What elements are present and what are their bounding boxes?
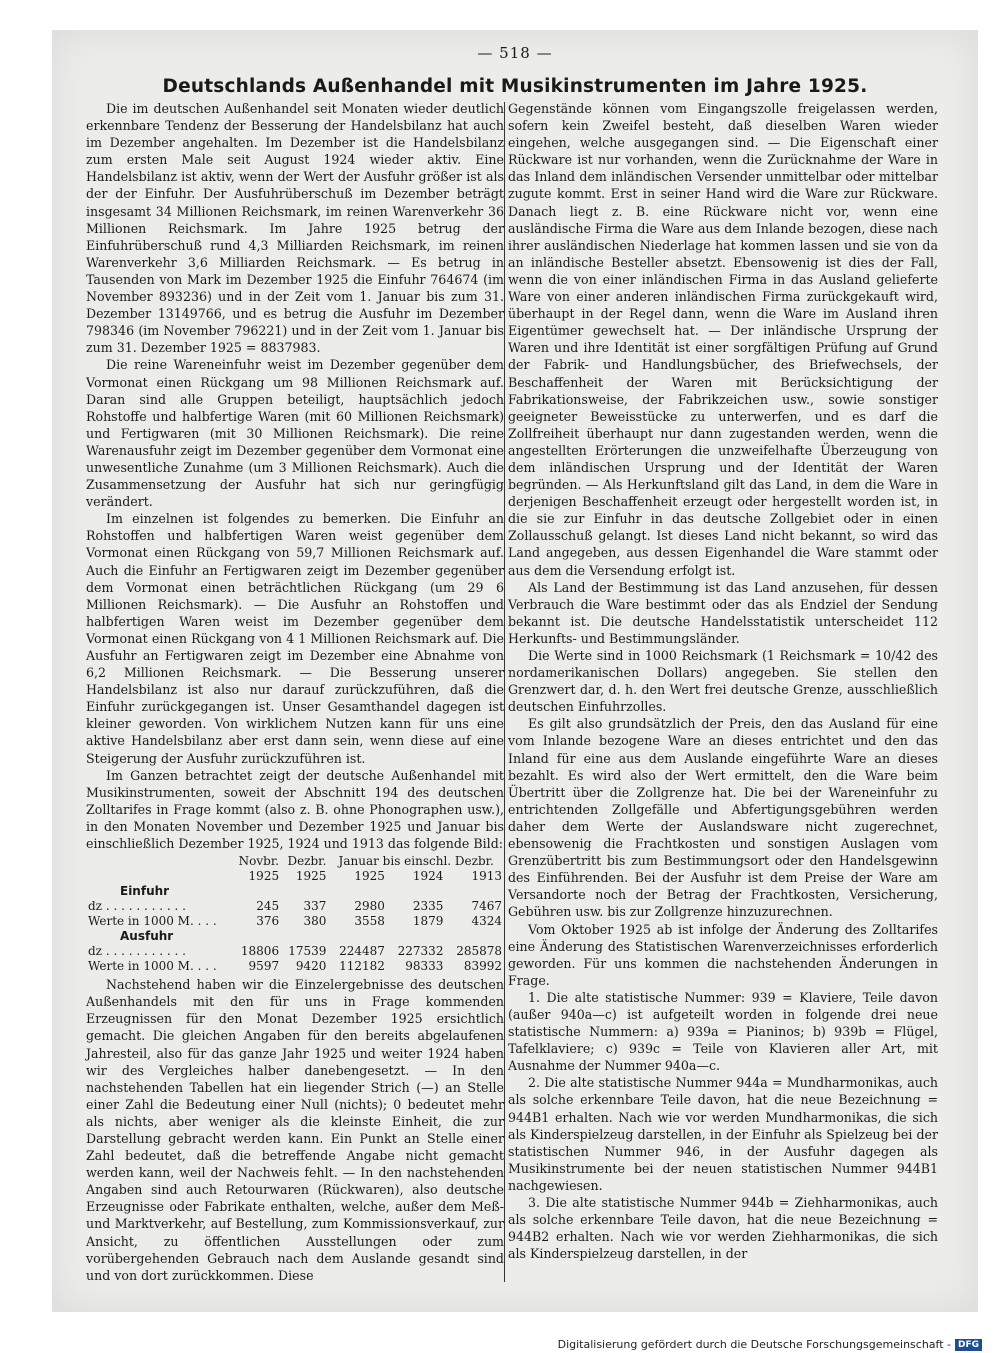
section-heading-row	[86, 884, 504, 899]
paragraph: Im einzelnen ist folgendes zu bemerken. Die Einfuhr an Rohstoffen und halbfertigen Waren weist gegenüber dem Vormonat einen Rückgang von 59,7 Millionen Reichsmark auf. Auch die Einfuhr an Fertigwaren zeigt im Dezember gegenüber dem Vormonat einen beträchtlichen Rückgang (um 29 6 Millionen Reichsmark). — Die Ausfuhr an Rohstoffen und halbfertigen Waren weist im Dezember gegenüber dem Vormonat einen Rückgang von 4 1 Millionen Reichsmark auf. Die Ausfuhr an Fertigwaren zeigt im Dezember eine Abnahme von 6,2 Millionen Reichsmark. — Die Besserung unserer Handelsbilanz ist also nur darauf zurückzuführen, daß die Einfuhr zurückgegangen ist. Unser Gesamthandel dagegen ist kleiner geworden. Von wirklichem Nutzen kann für uns eine aktive Handelsbilanz aber erst dann sein, wenn diese auf eine Steigerung der Ausfuhr zurückzuführen ist.	[86, 511, 504, 766]
row-label: dz . . . . . . . . . . .	[88, 944, 186, 959]
table-cell: 18806	[240, 944, 280, 959]
table-cell: 2980	[354, 899, 385, 914]
left-column	[86, 100, 504, 1292]
section-heading: Einfuhr	[120, 884, 170, 899]
paragraph: Es gilt also grundsätzlich der Preis, den das Ausland für eine vom Inlande bezogene Ware an dieses entrichtet und den das Inland für eine aus dem Auslande eingeführte Ware an dieses bezahlt. Es wird also der Wert ermittelt, den die Ware beim Übertritt über die Zollgrenze hat. Die bei der Wareneinfuhr zu entrichtenden Zollgefälle und Abfertigungsgebühren werden daher dem Werte der Auslandsware nicht zugerechnet, ebensowenig die Frachtkosten und sonstigen Auslagen vom Grenzübertritt bis zum Bestimmungsort oder den Handelsgewinn des Einführenden. Bei der Ausfuhr ist dem Preise der Ware am Versandorte noch der Betrag der Frachtkosten, Versicherung, Gebühren usw. bis zur Zollgrenze hinzuzurechnen.	[508, 716, 938, 920]
row-label: Werte in 1000 M. . . .	[88, 914, 217, 929]
column-header: 1925	[248, 869, 280, 884]
column-header: Dezbr.	[287, 854, 327, 869]
table-cell: 2335	[412, 899, 444, 914]
row-label: dz . . . . . . . . . . .	[88, 899, 186, 914]
column-header: Januar bis einschl. Dezbr.	[338, 854, 494, 869]
table-cell: 112182	[339, 959, 385, 974]
trade-statistics-table	[86, 854, 504, 974]
page-number: — 518 —	[477, 44, 553, 62]
column-header: 1925	[354, 869, 385, 884]
table-cell: 98333	[405, 959, 444, 974]
paragraph: 1. Die alte statistische Nummer: 939 = Klaviere, Teile davon (außer 940a—c) ist aufgeteilt worden in folgende drei neue statistische Nummern: a) 939a = Pianinos; b) 939b = Flügel, Tafelklaviere; c) 939c = Teile von Klavieren aller Art, mit Ausnahme der Nummer 940a—c.	[508, 989, 938, 1074]
paragraph: Als Land der Bestimmung ist das Land anzusehen, für dessen Verbrauch die Ware bestimmt oder das als Endziel der Sendung bekannt ist. Die deutsche Handelsstatistik unterscheidet 112 Herkunfts- und Bestimmungsländer.	[508, 579, 938, 646]
table-row	[86, 914, 504, 929]
digitization-credit	[558, 1338, 982, 1351]
table-cell: 380	[303, 914, 327, 929]
row-label: Werte in 1000 M. . . .	[88, 959, 217, 974]
table-cell: 17539	[288, 944, 327, 959]
section-heading-row	[86, 929, 504, 944]
table-row	[86, 944, 504, 959]
column-header: 1913	[471, 869, 502, 884]
paragraph: Die reine Wareneinfuhr weist im Dezember gegenüber dem Vormonat einen Rückgang um 98 Millionen Reichsmark auf. Daran sind alle Gruppen beteiligt, hauptsächlich jedoch Rohstoffe und halbfertige Waren (mit 60 Millionen Reichsmark) und Fertigwaren (mit 30 Millionen Reichsmark). Die reine Warenausfuhr zeigt im Dezember gegenüber dem Vormonat eine unwesentliche Zunahme (um 3 Millionen Reichsmark). Auch die Zusammensetzung der Ausfuhr hat sich nur geringfügig verändert.	[86, 357, 504, 510]
column-header: 1924	[412, 869, 444, 884]
paragraph: Die Werte sind in 1000 Reichsmark (1 Reichsmark = 10/42 des nordamerikanischen Dollars) angegeben. Sie stellen den Grenzwert dar, d. h. den Wert frei deutsche Grenze, ausschließlich deutschen Einfuhrzolles.	[508, 648, 938, 715]
article-title: Deutschlands Außenhandel mit Musikinstrumenten im Jahre 1925.	[162, 76, 868, 97]
table-cell: 227332	[397, 944, 444, 959]
dfg-logo[interactable]: DFG	[955, 1339, 982, 1351]
credit-text: Digitalisierung gefördert durch die Deutsche Forschungsgemeinschaft -	[557, 1338, 951, 1351]
column-header: Novbr.	[238, 854, 280, 869]
paragraph: Die im deutschen Außenhandel seit Monaten wieder deutlich erkennbare Tendenz der Besserung der Handelsbilanz hat auch im Dezember angehalten. Im Dezember ist die Handelsbilanz zum ersten Male seit August 1924 wieder aktiv. Eine Handelsbilanz ist aktiv, wenn der Wert der Ausfuhr größer ist als der der Einfuhr. Der Ausfuhrüberschuß im Dezember beträgt insgesamt 34 Millionen Reichsmark, im reinen Warenverkehr 36 Millionen Reichsmark. Im Jahre 1925 betrug der Einfuhrüberschuß rund 4,3 Milliarden Reichsmark, im reinen Warenverkehr 3,6 Milliarden Reichsmark. — Es betrug in Tausenden von Mark im Dezember 1925 die Einfuhr 764674 (im November 893236) und in der Zeit vom 1. Januar bis zum 31. Dezember 13149766, und es betrug die Ausfuhr im Dezember 798346 (im November 796221) und in der Zeit vom 1. Januar bis zum 31. Dezember 1925 = 8837983.	[86, 101, 504, 356]
table-header-row	[86, 869, 504, 884]
paragraph: 3. Die alte statistische Nummer 944b = Ziehharmonikas, auch als solche erkennbare Teile davon, hat die neue Bezeichnung = 944B2 erhalten. Nach wie vor werden Ziehharmonikas, die sich als Kinderspielzeug darstellen, in der	[508, 1195, 938, 1262]
table-cell: 7467	[471, 899, 502, 914]
table-cell: 1879	[412, 914, 444, 929]
paragraph: 2. Die alte statistische Nummer 944a = Mundharmonikas, auch als solche erkennbare Teile davon, hat die neue Bezeichnung = 944B1 erhalten. Nach wie vor werden Mundharmonikas, die sich als Kinderspielzeug darstellen, in der Einfuhr als Spielzeug bei der statistischen Nummer 946, in der Ausfuhr dagegen als Musikinstrumente bei der neuen statistischen Nummer 944B1 nachgewiesen.	[508, 1075, 938, 1193]
table-row	[86, 899, 504, 914]
table-cell: 245	[256, 899, 280, 914]
table-cell: 285878	[456, 944, 502, 959]
table-cell: 9597	[248, 959, 280, 974]
table-header-row	[86, 854, 504, 869]
table-row	[86, 959, 504, 974]
table-cell: 376	[256, 914, 280, 929]
paragraph: Nachstehend haben wir die Einzelergebnisse des deutschen Außenhandels mit den für uns in Frage kommenden Erzeugnissen für den Monat Dezember 1925 ersichtlich gemacht. Die gleichen Angaben für den bereits abgelaufenen Jahresteil, also für das ganze Jahr 1925 und weiter 1924 haben wir des Vergleiches halber danebengesetzt. — In den nachstehenden Tabellen hat ein liegender Strich (—) an Stelle einer Zahl die Bedeutung einer Null (nichts); 0 bedeutet mehr als nichts, aber weniger als die kleinste Einheit, die zur Darstellung gebracht werden kann. Ein Punkt an Stelle einer Zahl bedeutet, daß die betreffende Angabe nicht gemacht werden kann, weil der Nachweis fehlt. — In den nachstehenden Angaben sind auch Retourwaren (Rückwaren), also deutsche Erzeugnisse oder Fabrikate enthalten, welche, außer dem Meß- und Marktverkehr, auf Bestellung, zum Kommissionsverkauf, zur Ansicht, zu öffentlichen Ausstellungen oder zum vorübergehenden Gebrauch nach dem Auslande gesandt sind und von dort zurückkommen. Diese	[86, 977, 504, 1283]
column-divider	[504, 102, 505, 1282]
table-cell: 3558	[354, 914, 385, 929]
table-cell: 83992	[463, 959, 502, 974]
right-column	[508, 100, 938, 1292]
paragraph: Gegenstände können vom Eingangszolle freigelassen werden, sofern kein Zweifel besteht, daß dieselben Waren wieder eingehen, welche ausgegangen sind. — Die Eigenschaft einer Rückware ist nur vorhanden, wenn die Zurücknahme der Ware in das Inland dem inländischen Versender unmittelbar oder mittelbar zugute kommt. Erst in seiner Hand wird die Ware zur Rückware. Danach liegt z. B. eine Rückware nicht vor, wenn eine ausländische Firma die Ware aus dem Inlande bezogen, diese nach ihrer ausländischen Niederlage hat kommen lassen und sie von da an inländische Besteller absetzt. Ebensowenig ist dies der Fall, wenn die von einer inländischen Firma in das Ausland gelieferte Ware von einer anderen inländischen Firma zurückgekauft wird, überhaupt in der Regel dann, wenn die Ware im Ausland ihren Eigentümer gewechselt hat. — Der inländische Ursprung der Waren und ihre Identität ist einer sorgfältigen Prüfung auf Grund der Fabrik- und Handlungsbücher, des Briefwechsels, der Beschaffenheit der Waren mit Berücksichtigung der Fabrikationsweise, der Fabrikzeichen usw., sowie sonstiger geeigneter Beweisstücke zu unterwerfen, und es darf die Zollfreiheit überhaupt nur dann zugestanden werden, wenn die angestellten Erörterungen die unzweifelhafte Überzeugung von dem inländischen Ursprung und der Identität der Waren begründen. — Als Herkunftsland gilt das Land, in dem die Ware in derjenigen Beschaffenheit erzeugt oder hergestellt worden ist, in die sie zur Einfuhr in das deutsche Zollgebiet oder in einen Zollausschuß gelangt. Ist dieses Land nicht bekannt, so wird das Land angegeben, aus dessen Eigenhandel die Ware stammt oder aus dem die Versendung erfolgt ist.	[508, 101, 938, 578]
table-cell: 224487	[339, 944, 385, 959]
column-header: 1925	[295, 869, 327, 884]
section-heading: Ausfuhr	[120, 929, 174, 944]
table-cell: 337	[303, 899, 327, 914]
table-cell: 9420	[295, 959, 327, 974]
table-cell: 4324	[471, 914, 502, 929]
paragraph: Vom Oktober 1925 ab ist infolge der Änderung des Zolltarifes eine Änderung des Statistischen Warenverzeichnisses erforderlich geworden. Für uns kommen die nachstehenden Änderungen in Frage.	[508, 921, 938, 988]
scanned-page	[52, 30, 978, 1312]
paragraph: Im Ganzen betrachtet zeigt der deutsche Außenhandel mit Musikinstrumenten, soweit der Abschnitt 194 des deutschen Zolltarifes in Frage kommt (also z. B. ohne Phonographen usw.), in den Monaten November und Dezember 1925 und Januar bis einschließlich Dezember 1925, 1924 und 1913 das folgende Bild:	[86, 767, 504, 852]
